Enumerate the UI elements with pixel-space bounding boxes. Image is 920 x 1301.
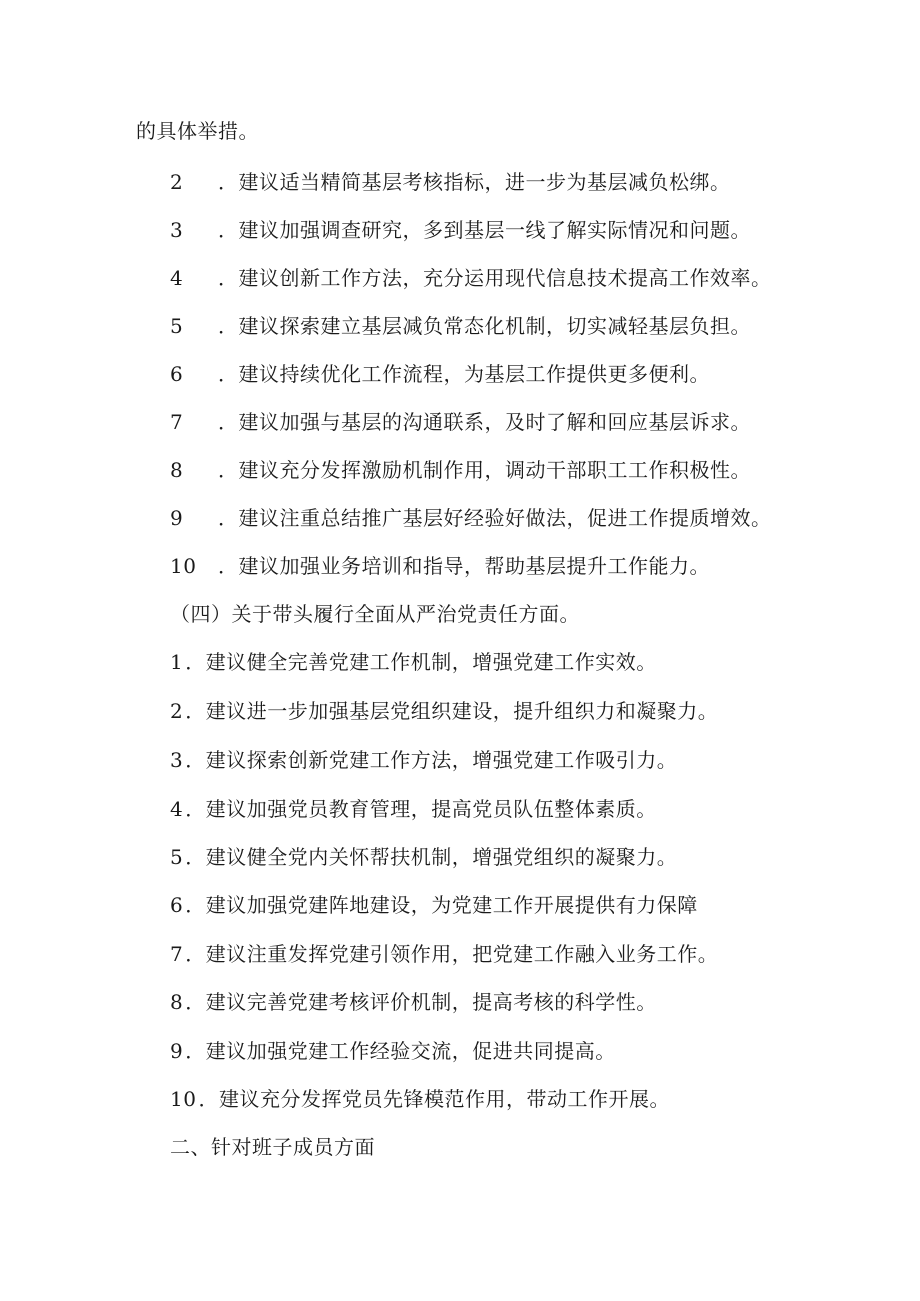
list-item (170, 312, 751, 340)
list-item-number: 6 (170, 362, 184, 386)
list-item-number: 1 (170, 650, 184, 674)
list-item-number: 10 (170, 554, 197, 578)
list-item-number: 5 (170, 845, 184, 869)
list-item-number: 3 (170, 748, 184, 772)
list-item-text: ．建议充分发挥党员先锋模范作用，带动工作开展。 (198, 1087, 670, 1111)
list-item-number: 4 (170, 266, 184, 290)
list-item (170, 264, 772, 292)
section-heading-two: 二、针对班子成员方面 (170, 1135, 375, 1159)
list-item (170, 940, 718, 968)
section-heading-four: （四）关于带头履行全面从严治党责任方面。 (170, 602, 580, 626)
list-item-number: 7 (170, 942, 184, 966)
continuation-text: 的具体举措。 (136, 119, 259, 143)
list-item-text: ．建议充分发挥激励机制作用，调动干部职工工作积极性。 (218, 458, 751, 482)
list-item-text: ．建议加强党员教育管理，提高党员队伍整体素质。 (185, 797, 657, 821)
list-item-number: 4 (170, 797, 184, 821)
list-item-text: ．建议探索创新党建工作方法，增强党建工作吸引力。 (185, 748, 678, 772)
list-item-text: ．建议加强业务培训和指导，帮助基层提升工作能力。 (218, 554, 710, 578)
list-item-text: ．建议探索建立基层减负常态化机制，切实减轻基层负担。 (218, 314, 751, 338)
list-item-text: ．建议创新工作方法，充分运用现代信息技术提高工作效率。 (218, 266, 772, 290)
list-item (170, 891, 698, 919)
list-item (170, 360, 710, 388)
list-item-text: ．建议进一步加强基层党组织建设，提升组织力和凝聚力。 (185, 699, 719, 723)
list-item (170, 1037, 616, 1065)
list-item-text: ．建议加强调查研究，多到基层一线了解实际情况和问题。 (218, 218, 751, 242)
list-item (170, 168, 731, 196)
list-item-number: 2 (170, 699, 184, 723)
list-item-number: 3 (170, 218, 184, 242)
list-item-number: 10 (170, 1087, 197, 1111)
list-item-number: 6 (170, 893, 184, 917)
list-item-number: 8 (170, 458, 184, 482)
list-item (170, 746, 677, 774)
list-item-text: ．建议注重发挥党建引领作用，把党建工作融入业务工作。 (185, 942, 719, 966)
list-item (170, 1085, 670, 1113)
list-item (170, 795, 657, 823)
list-item-text: ．建议健全完善党建工作机制，增强党建工作实效。 (185, 650, 657, 674)
list-item-text: ．建议健全党内关怀帮扶机制，增强党组织的凝聚力。 (185, 845, 678, 869)
list-item (170, 456, 751, 484)
list-item (170, 408, 751, 436)
list-item-number: 8 (170, 990, 184, 1014)
list-item-text: ．建议完善党建考核评价机制，提高考核的科学性。 (185, 990, 657, 1014)
list-item (170, 216, 751, 244)
list-item-number: 9 (170, 506, 184, 530)
list-item (170, 988, 657, 1016)
list-item (170, 552, 710, 580)
list-item (170, 843, 677, 871)
list-item-number: 2 (170, 170, 184, 194)
list-item-number: 5 (170, 314, 184, 338)
list-item-number: 7 (170, 410, 184, 434)
list-item (170, 504, 772, 532)
list-item-text: ．建议注重总结推广基层好经验好做法，促进工作提质增效。 (218, 506, 772, 530)
list-item-text: ．建议加强与基层的沟通联系，及时了解和回应基层诉求。 (218, 410, 751, 434)
list-item (170, 648, 657, 676)
list-item-text: ．建议适当精简基层考核指标，进一步为基层减负松绑。 (218, 170, 731, 194)
list-item-text: ．建议持续优化工作流程，为基层工作提供更多便利。 (218, 362, 710, 386)
list-item-number: 9 (170, 1039, 184, 1063)
list-item-text: ．建议加强党建阵地建设，为党建工作开展提供有力保障 (185, 893, 698, 917)
list-item-text: ．建议加强党建工作经验交流，促进共同提高。 (185, 1039, 616, 1063)
list-item (170, 697, 718, 725)
